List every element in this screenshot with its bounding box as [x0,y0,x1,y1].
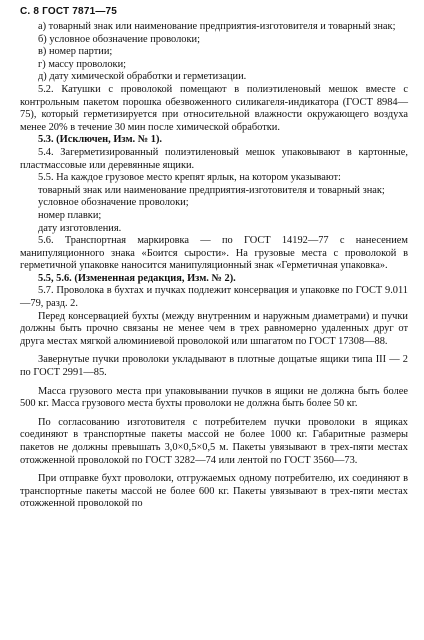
clause-5-4: 5.4. Загерметизированный полиэтиленовый мешок упаковывают в картонные, пластмассовые или деревянные ящики. [20,146,408,171]
clause-5-3: 5.3. (Исключен, Изм. № 1). [38,134,163,146]
paragraph: товарный знак или наименование предприятия-изготовителя и товарный знак; [38,184,385,196]
clause-5-6: 5.6. Транспортная маркировка — по ГОСТ 14192—77 с нанесением манипуляционного знака «Боится сырости». На грузовые места с проволокой в герметичной упаковке наносится манипуляционный знак «Герметичная упаковка». [20,235,408,272]
amendment-note: 5.5, 5.6. (Измененная редакция, Изм. № 2). [38,272,236,284]
paragraph: Масса грузового места при упаковывании пучков в ящики не должна быть более 500 кг. Масса грузового места бухты проволоки не должна быть более 50 кг. [20,385,408,410]
page-header: С. 8 ГОСТ 7871—75 [20,6,118,17]
document-body [20,21,408,511]
paragraph: Завернутые пучки проволоки укладывают в плотные дощатые ящики типа III — 2 по ГОСТ 2991—85. [20,354,408,379]
paragraph: По согласованию изготовителя с потребителем пучки проволоки в ящиках соединяют в транспортные пакеты массой не более 1000 кг. Габаритные размеры пакетов не должны превышать 3,0×0,5×0,5 м. Пакеты увязывают в трех-пяти местах отожженной проволокой по ГОСТ 3282—74 или лентой по ГОСТ 3560—73. [20,416,408,466]
paragraph: г) массу проволоки; [38,58,127,70]
paragraph: Перед консервацией бухты (между внутренним и наружным диаметрами) и пучки должны быть прочно связаны не менее чем в трех равномерно удаленных друг от друга местах мягкой алюминиевой проволокой или шпагатом по ГОСТ 17308—88. [20,310,408,347]
clause-5-7: 5.7. Проволока в бухтах и пучках подлежит консервация и упаковке по ГОСТ 9.011—79, разд. 2. [20,285,408,310]
clause-5-2: 5.2. Катушки с проволокой помещают в полиэтиленовый мешок вместе с контрольным пакетом порошка обезвоженного силикагеля-индикатора (ГОСТ 8984—75), который герметизируется при относительной влажности окружающего воздуха менее 20% в течение 30 мин после химической обработки. [20,83,408,133]
paragraph: номер плавки; [38,209,102,221]
paragraph: При отправке бухт проволоки, отгружаемых одному потребителю, их соединяют в транспортные пакеты массой не более 600 кг. Пакеты увязывают в трех-пяти местах отожженной проволокой по [20,473,408,510]
paragraph: д) дату химической обработки и герметизации. [38,71,247,83]
paragraph: в) номер партии; [38,46,113,58]
paragraph: б) условное обозначение проволоки; [38,33,200,45]
clause-5-5: 5.5. На каждое грузовое место крепят ярлык, на котором указывают: [38,172,341,184]
paragraph: дату изготовления. [38,222,122,234]
paragraph: условное обозначение проволоки; [38,197,189,209]
paragraph: а) товарный знак или наименование предприятия-изготовителя и товарный знак; [38,21,396,32]
